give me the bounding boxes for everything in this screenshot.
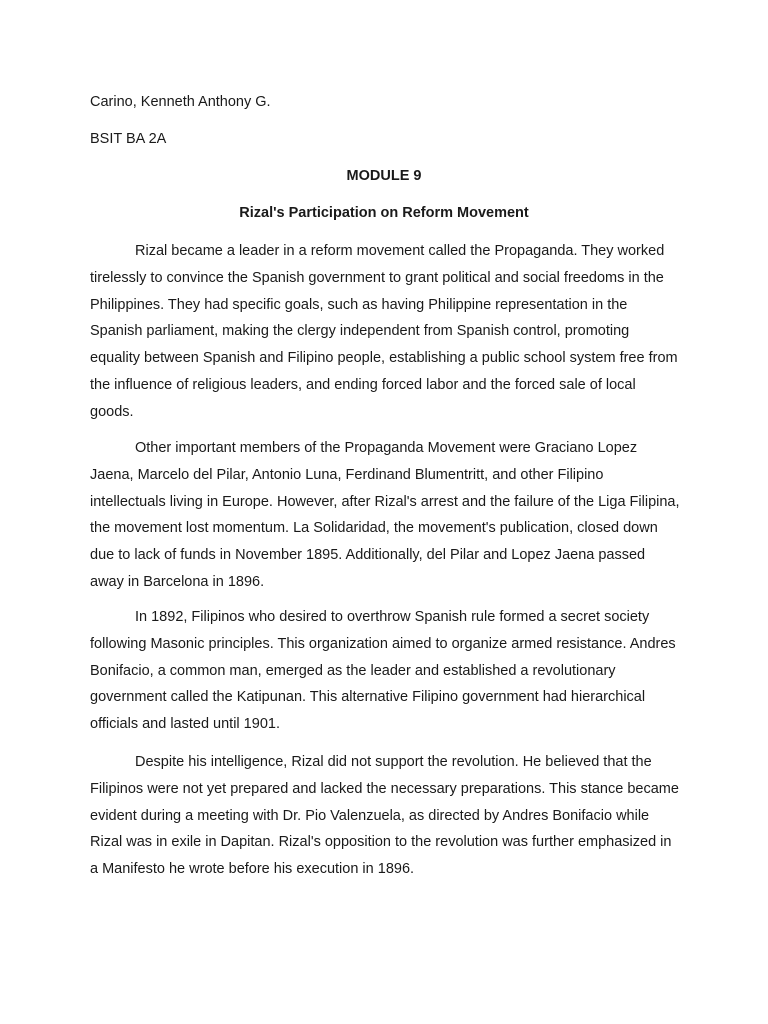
paragraph-propaganda: Rizal became a leader in a reform movement called the Propaganda. They worked tirelessly to convince the Spanish government to grant political and social freedoms in the Philippines. They had specific goals, such as having Philippine representation in the Spanish parliament, making the clergy independent from Spanish control, promoting equality between Spanish and Filipino people, establishing a public school system free from the influence of religious leaders, and ending forced labor and the forced sale of local goods. xyxy=(90,243,678,420)
paragraph-revolution-stance: Despite his intelligence, Rizal did not support the revolution. He believed that the Filipinos were not yet prepared and lacked the necessary preparations. This stance became evident during a meeting with Dr. Pio Valenzuela, as directed by Andres Bonifacio while Rizal was in exile in Dapitan. Rizal's opposition to the revolution was further emphasized in a Manifesto he wrote before his execution in 1896. xyxy=(90,754,679,878)
module-heading: MODULE 9 xyxy=(346,168,422,184)
author-name: Carino, Kenneth Anthony G. xyxy=(90,94,271,110)
document-title: Rizal's Participation on Reform Movement xyxy=(239,205,529,221)
class-section: BSIT BA 2A xyxy=(90,131,167,147)
paragraph-members: Other important members of the Propaganda Movement were Graciano Lopez Jaena, Marcelo del Pilar, Antonio Luna, Ferdinand Blumentritt, and other Filipino intellectuals living in Europe. However, after Rizal's arrest and the failure of the Liga Filipina, the movement lost momentum. La Solidaridad, the movement's publication, closed down due to lack of funds in November 1895. Additionally, del Pilar and Lopez Jaena passed away in Barcelona in 1896. xyxy=(90,440,680,590)
paragraph-katipunan: In 1892, Filipinos who desired to overthrow Spanish rule formed a secret society following Masonic principles. This organization aimed to organize armed resistance. Andres Bonifacio, a common man, emerged as the leader and established a revolutionary government called the Katipunan. This alternative Filipino government had hierarchical officials and lasted until 1901. xyxy=(90,609,676,733)
